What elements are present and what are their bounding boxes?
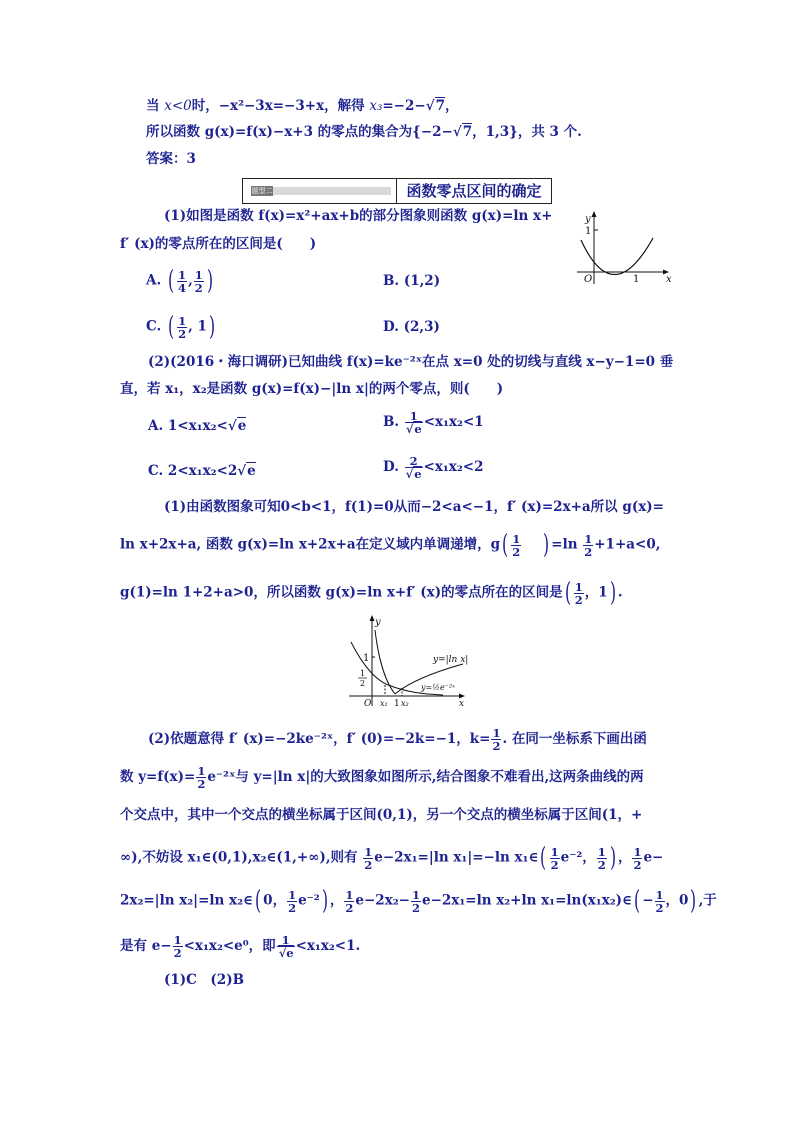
numerator: 1 [178, 313, 187, 328]
section-header [242, 178, 552, 204]
text: . 在同一坐标系下画出函 [502, 731, 647, 747]
left-paren: ( [564, 578, 571, 608]
numerator: 1 [194, 267, 203, 282]
x-tick: 1 [633, 274, 640, 285]
denominator: 2 [574, 592, 583, 607]
numerator: 1 [405, 410, 423, 423]
right-paren: ) [543, 530, 550, 560]
numerator: 1 [197, 764, 206, 778]
text: e⁻² [298, 892, 320, 909]
x-tick-1: 1 [394, 699, 400, 708]
text: ， [617, 849, 632, 866]
right-paren: ) [690, 886, 697, 916]
q1-option-d[interactable] [383, 318, 440, 336]
denominator: √e [405, 422, 422, 436]
q2-line-2: 直，若 x₁，x₂是函数 g(x)=f(x)−|ln x|的两个零点，则( ) [120, 381, 504, 397]
y-tick-half-num: 1 [360, 669, 366, 678]
option-label: C. [148, 463, 164, 479]
numerator: 1 [584, 531, 593, 546]
denominator: 2 [597, 857, 606, 872]
ln-curve-label: y=|ln x| [433, 655, 469, 665]
denominator: 2 [197, 777, 206, 791]
option-label: B. [383, 273, 400, 289]
text: =−2− [382, 98, 426, 114]
numerator: 1 [173, 933, 182, 947]
option-label: B. [383, 414, 400, 430]
option-text: 2<x₁x₂<2 [167, 463, 238, 479]
option-text: <x₁x₂<1 [423, 414, 484, 430]
numerator: 1 [364, 844, 373, 859]
q2-line-1: (2)(2016・海口调研)已知曲线 f(x)=ke⁻²ˣ在点 x=0 处的切线与直线 x−y−1=0 垂 [148, 354, 674, 370]
denominator: 2 [411, 900, 420, 915]
sqrt-radicand: e [247, 463, 256, 479]
sqrt-radicand: 7 [462, 124, 473, 140]
q1-line-2: f′ (x)的零点所在的区间是( ) [120, 236, 317, 252]
x-axis-label: x [666, 274, 672, 285]
text: 0， [263, 892, 287, 909]
q2-option-c[interactable]: C. 2<x₁x₂<2√e [148, 463, 256, 479]
left-paren: ( [540, 843, 547, 873]
solution2-line-1 [148, 727, 647, 752]
fraction [491, 727, 501, 752]
sqrt-radicand: e [414, 422, 422, 436]
intro-line-2: 所以函数 g(x)=f(x)−x+3 的零点的集合为{−2−√7，1,3}，共 3 个. [146, 124, 582, 140]
denominator: 2 [492, 739, 501, 753]
text: 2x₂=|ln x₂|=ln x₂∈ [120, 892, 254, 909]
y-axis-label: y [585, 214, 591, 225]
fraction [632, 846, 642, 871]
fraction [177, 269, 187, 294]
numerator: 1 [178, 267, 187, 282]
text: ln x+2x+a, 函数 g(x)=ln x+2x+a在定义域内单调递增，g [120, 536, 501, 553]
q2-option-d[interactable] [383, 455, 483, 480]
text: <x₁x₂<1. [295, 938, 361, 954]
parabola-figure [575, 208, 675, 288]
text: 时，−x²−3x=−3+x，解得 [191, 98, 370, 114]
text: ， [444, 98, 459, 114]
q1-option-a[interactable]: A. ( $\frac{1}{4}$ , $\frac{1}{2}$ ) [146, 266, 213, 296]
text: ，0 [665, 892, 689, 909]
text: ，1,3}，共 3 个. [472, 124, 582, 140]
fraction [287, 889, 297, 914]
fraction [277, 934, 295, 959]
text: 当 [146, 98, 165, 114]
text: ∞),不妨设 x₁∈(0,1),x₂∈(1,+∞),则有 [120, 849, 358, 866]
intro-line-1: 当 x<0时，−x²−3x=−3+x，解得 x₃=−2−√7， [146, 98, 459, 114]
numerator: 1 [492, 726, 501, 740]
right-paren: ) [206, 266, 213, 296]
text: e−2x₁=|ln x₁|=−ln x₁∈ [374, 849, 539, 866]
numerator: 1 [411, 887, 420, 902]
denominator [277, 947, 295, 959]
text: 1 [197, 318, 207, 335]
solution2-line-2 [120, 765, 644, 790]
section-title: 函数零点区间的确定 [406, 182, 542, 200]
numerator: 1 [512, 531, 521, 546]
solution2-line-4 [120, 845, 663, 871]
text: . [617, 584, 623, 601]
variable: x₃ [369, 98, 383, 114]
text: e−2x₂− [355, 892, 410, 909]
x1-label: x₁ [380, 699, 388, 708]
text: − [642, 892, 654, 909]
denominator: 2 [178, 326, 187, 341]
intro-answer: 答案：3 [146, 151, 196, 167]
option-label: C. [146, 318, 162, 335]
q2-option-b[interactable] [383, 410, 484, 435]
solution1-line-1: (1)由函数图象可知0<b<1，f(1)=0从而−2<a<−1，f′ (x)=2x+a所以 g(x)= [164, 499, 664, 515]
numerator: 1 [597, 844, 606, 859]
fraction [363, 846, 373, 871]
origin-label: O [364, 699, 372, 708]
fraction [177, 315, 187, 340]
final-answer: (1)C (2)B [164, 972, 244, 988]
left-paren: ( [167, 312, 175, 342]
option-text: (2,3) [403, 319, 440, 335]
option-label: A. [148, 418, 164, 434]
fraction [655, 889, 665, 914]
denominator: 2 [345, 900, 354, 915]
solution1-line-2 [120, 532, 660, 558]
sqrt-radicand: √e [278, 946, 294, 960]
left-paren: ( [502, 530, 509, 560]
left-paren: ( [167, 266, 175, 296]
intersection-figure [347, 612, 475, 708]
section-tag-cell [243, 179, 397, 203]
fraction [574, 581, 584, 606]
text: +1+a<0, [594, 536, 661, 553]
y-tick-half-den: 2 [360, 679, 366, 688]
right-paren: ) [321, 886, 328, 916]
left-paren: ( [634, 886, 641, 916]
fraction [511, 533, 521, 558]
numerator: 1 [345, 887, 354, 902]
option-label: D. [383, 459, 399, 475]
text: ,于 [698, 892, 717, 909]
option-label: A. [146, 272, 162, 289]
text: e− [643, 849, 664, 866]
fraction [583, 533, 593, 558]
y-axis-label: y [375, 617, 381, 628]
sqrt-radicand: e [237, 418, 247, 434]
fraction [196, 765, 206, 790]
x-axis-label: x [459, 699, 465, 708]
denominator: 2 [173, 946, 182, 960]
denominator: 2 [584, 544, 593, 559]
numerator: 1 [288, 887, 297, 902]
left-paren: ( [255, 886, 262, 916]
text: ，1 [584, 584, 608, 601]
q1-option-c[interactable]: C. ( $\frac{1}{2}$ , 1) [146, 312, 216, 342]
option-text: 1<x₁x₂< [167, 418, 228, 434]
right-paren: ) [609, 578, 616, 608]
fraction [405, 455, 423, 480]
solution2-line-6 [120, 934, 360, 959]
text: =ln [551, 536, 578, 553]
origin-label: O [584, 274, 593, 285]
text: (2)依题意得 f′ (x)=−2ke⁻²ˣ，f′ (0)=−2k=−1，k= [148, 731, 491, 747]
denominator: 2 [550, 857, 559, 872]
exp-curve-label: y=½e⁻²ˣ [421, 683, 455, 692]
option-text: (1,2) [403, 273, 441, 289]
solution2-line-5 [120, 888, 717, 914]
numerator: 1 [550, 844, 559, 859]
section-tag: 题型二 [251, 187, 273, 195]
sqrt-radicand: e [414, 467, 422, 481]
numerator: 1 [655, 887, 664, 902]
denominator: 2 [655, 900, 664, 915]
fraction [597, 846, 607, 871]
fraction [550, 846, 560, 871]
right-paren: ) [208, 312, 216, 342]
text: <x₁x₂<e⁰，即 [183, 938, 276, 954]
text: e⁻²ˣ与 y=|ln x|的大致图象如图所示,结合图象不难看出,这两条曲线的两 [207, 769, 644, 785]
text: e⁻²， [560, 849, 596, 866]
option-label: D. [383, 319, 399, 335]
text: g(1)=ln 1+2+a>0，所以函数 g(x)=ln x+f′ (x)的零点所在的区间是 [120, 584, 563, 601]
text: 是有 e− [120, 938, 172, 954]
fraction [173, 934, 183, 959]
denominator: 4 [178, 280, 187, 295]
fraction [405, 410, 423, 435]
denominator: 2 [512, 544, 521, 559]
x2-label: x₂ [401, 699, 409, 708]
denominator: √e [405, 467, 422, 481]
text: 数 y=f(x)= [120, 769, 196, 785]
numerator: 1 [633, 844, 642, 859]
q1-line-1: (1)如图是函数 f(x)=x²+ax+b的部分图象则函数 g(x)=ln x+ [164, 208, 553, 224]
option-text: <x₁x₂<2 [423, 459, 484, 475]
q2-option-a[interactable]: A. 1<x₁x₂<√e [148, 418, 247, 434]
fraction [411, 889, 421, 914]
fraction [194, 269, 204, 294]
sqrt-radicand: 7 [435, 98, 445, 114]
fraction [344, 889, 354, 914]
numerator: 1 [277, 934, 295, 947]
condition: x<0 [164, 98, 192, 114]
denominator: 2 [364, 857, 373, 872]
y-tick: 1 [585, 226, 592, 237]
numerator: 2 [405, 455, 423, 468]
numerator: 1 [574, 579, 583, 594]
denominator: 2 [288, 900, 297, 915]
q1-option-b[interactable] [383, 272, 440, 290]
denominator: 2 [194, 280, 203, 295]
solution1-line-3 [120, 580, 623, 606]
text: ， [329, 892, 344, 909]
text: 所以函数 g(x)=f(x)−x+3 的零点的集合为{−2− [146, 124, 453, 140]
denominator: 2 [633, 857, 642, 872]
right-paren: ) [609, 843, 616, 873]
solution2-line-3: 个交点中，其中一个交点的横坐标属于区间(0,1)，另一个交点的横坐标属于区间(1，+ [120, 807, 643, 823]
y-tick-1: 1 [363, 653, 370, 664]
text: e−2x₁=ln x₂+ln x₁=ln(x₁x₂)∈ [422, 892, 633, 909]
